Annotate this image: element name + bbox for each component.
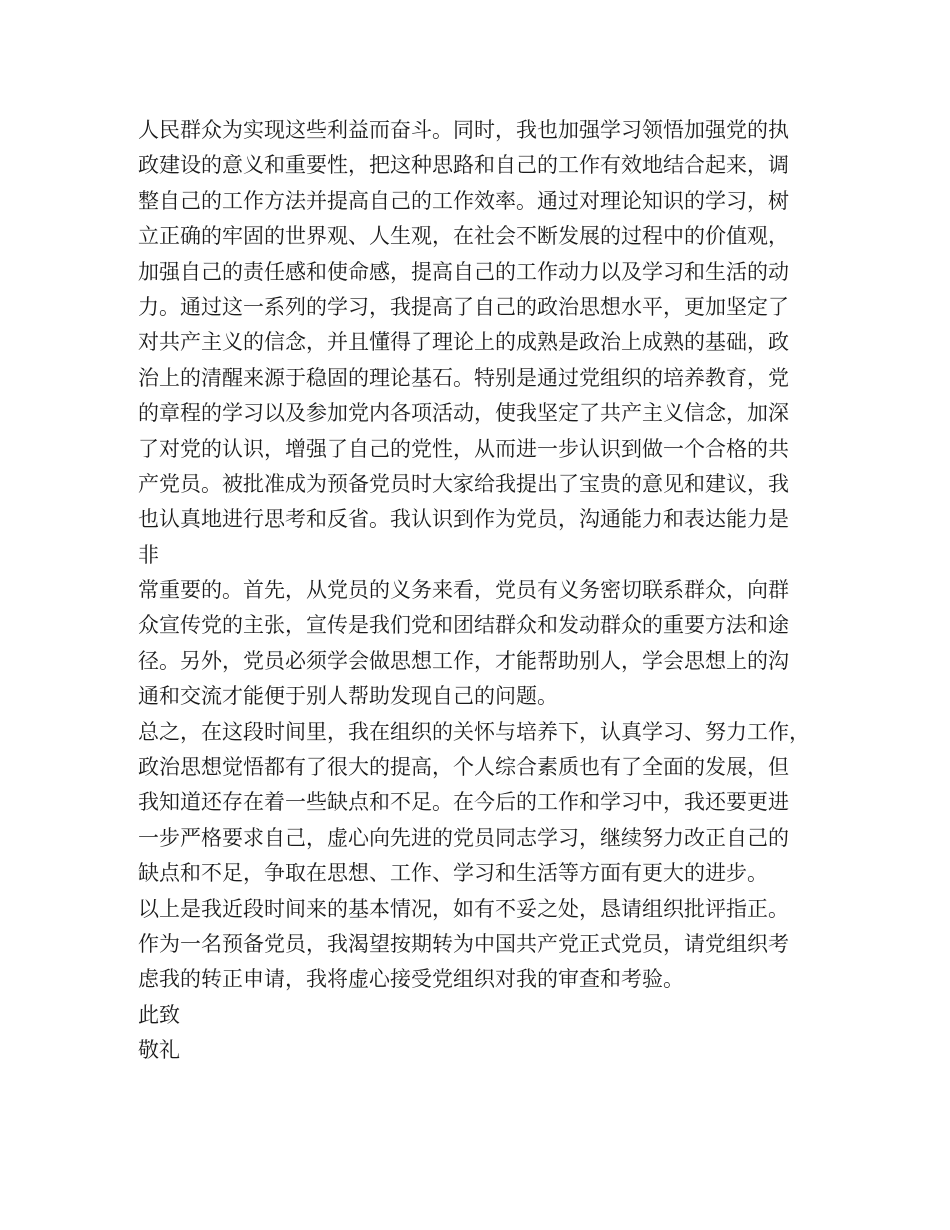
text-line: 力。通过这一系列的学习，我提高了自己的政治思想水平，更加坚定了 — [138, 294, 789, 319]
text-line: 加强自己的责任感和使命感，提高自己的工作动力以及学习和生活的动 — [138, 259, 789, 284]
text-line: 径。另外，党员必须学会做思想工作，才能帮助别人，学会思想上的沟 — [138, 648, 789, 673]
text-line: 常重要的。首先，从党员的义务来看，党员有义务密切联系群众，向群 — [138, 578, 789, 603]
text-line: 了对党的认识，增强了自己的党性，从而进一步认识到做一个合格的共 — [138, 436, 789, 461]
text-line: 政建设的意义和重要性，把这种思路和自己的工作有效地结合起来，调 — [138, 153, 789, 178]
text-line: 立正确的牢固的世界观、人生观，在社会不断发展的过程中的价值观， — [138, 224, 789, 249]
text-line: 虑我的转正申请，我将虚心接受党组织对我的审查和考验。 — [138, 967, 684, 992]
text-line: 作为一名预备党员，我渴望按期转为中国共产党正式党员，请党组织考 — [138, 931, 789, 956]
text-line: 也认真地进行思考和反省。我认识到作为党员，沟通能力和表达能力是 — [138, 507, 789, 532]
text-line: 缺点和不足，争取在思想、工作、学习和生活等方面有更大的进步。 — [138, 861, 768, 886]
text-line: 的章程的学习以及参加党内各项活动，使我坚定了共产主义信念，加深 — [138, 401, 789, 426]
document-body — [138, 113, 838, 1069]
text-line: 产党员。被批准成为预备党员时大家给我提出了宝贵的意见和建议，我 — [138, 471, 789, 496]
text-line: 治上的清醒来源于稳固的理论基石。特别是通过党组织的培养教育，党 — [138, 365, 789, 390]
text-line: 人民群众为实现这些利益而奋斗。同时，我也加强学习领悟加强党的执 — [138, 118, 789, 142]
closing-line: 敬礼 — [138, 1038, 180, 1063]
text-line: 我知道还存在着一些缺点和不足。在今后的工作和学习中，我还要更进 — [138, 790, 789, 815]
text-line: 对共产主义的信念，并且懂得了理论上的成熟是政治上成熟的基础，政 — [138, 330, 789, 355]
closing-line: 此致 — [138, 1002, 180, 1027]
text-line: 众宣传党的主张，宣传是我们党和团结群众和发动群众的重要方法和途 — [138, 613, 789, 638]
text-line: 政治思想觉悟都有了很大的提高，个人综合素质也有了全面的发展，但 — [138, 755, 789, 780]
text-line: 整自己的工作方法并提高自己的工作效率。通过对理论知识的学习，树 — [138, 188, 789, 213]
text-line: 以上是我近段时间来的基本情况，如有不妥之处，恳请组织批评指正。 — [138, 896, 789, 921]
text-line: 总之，在这段时间里，我在组织的关怀与培养下，认真学习、努力工作， — [138, 719, 810, 744]
text-line: 一步严格要求自己，虚心向先进的党员同志学习，继续努力改正自己的 — [138, 825, 789, 850]
text-line: 通和交流才能便于别人帮助发现自己的问题。 — [138, 684, 558, 709]
text-line: 非 — [138, 542, 159, 567]
